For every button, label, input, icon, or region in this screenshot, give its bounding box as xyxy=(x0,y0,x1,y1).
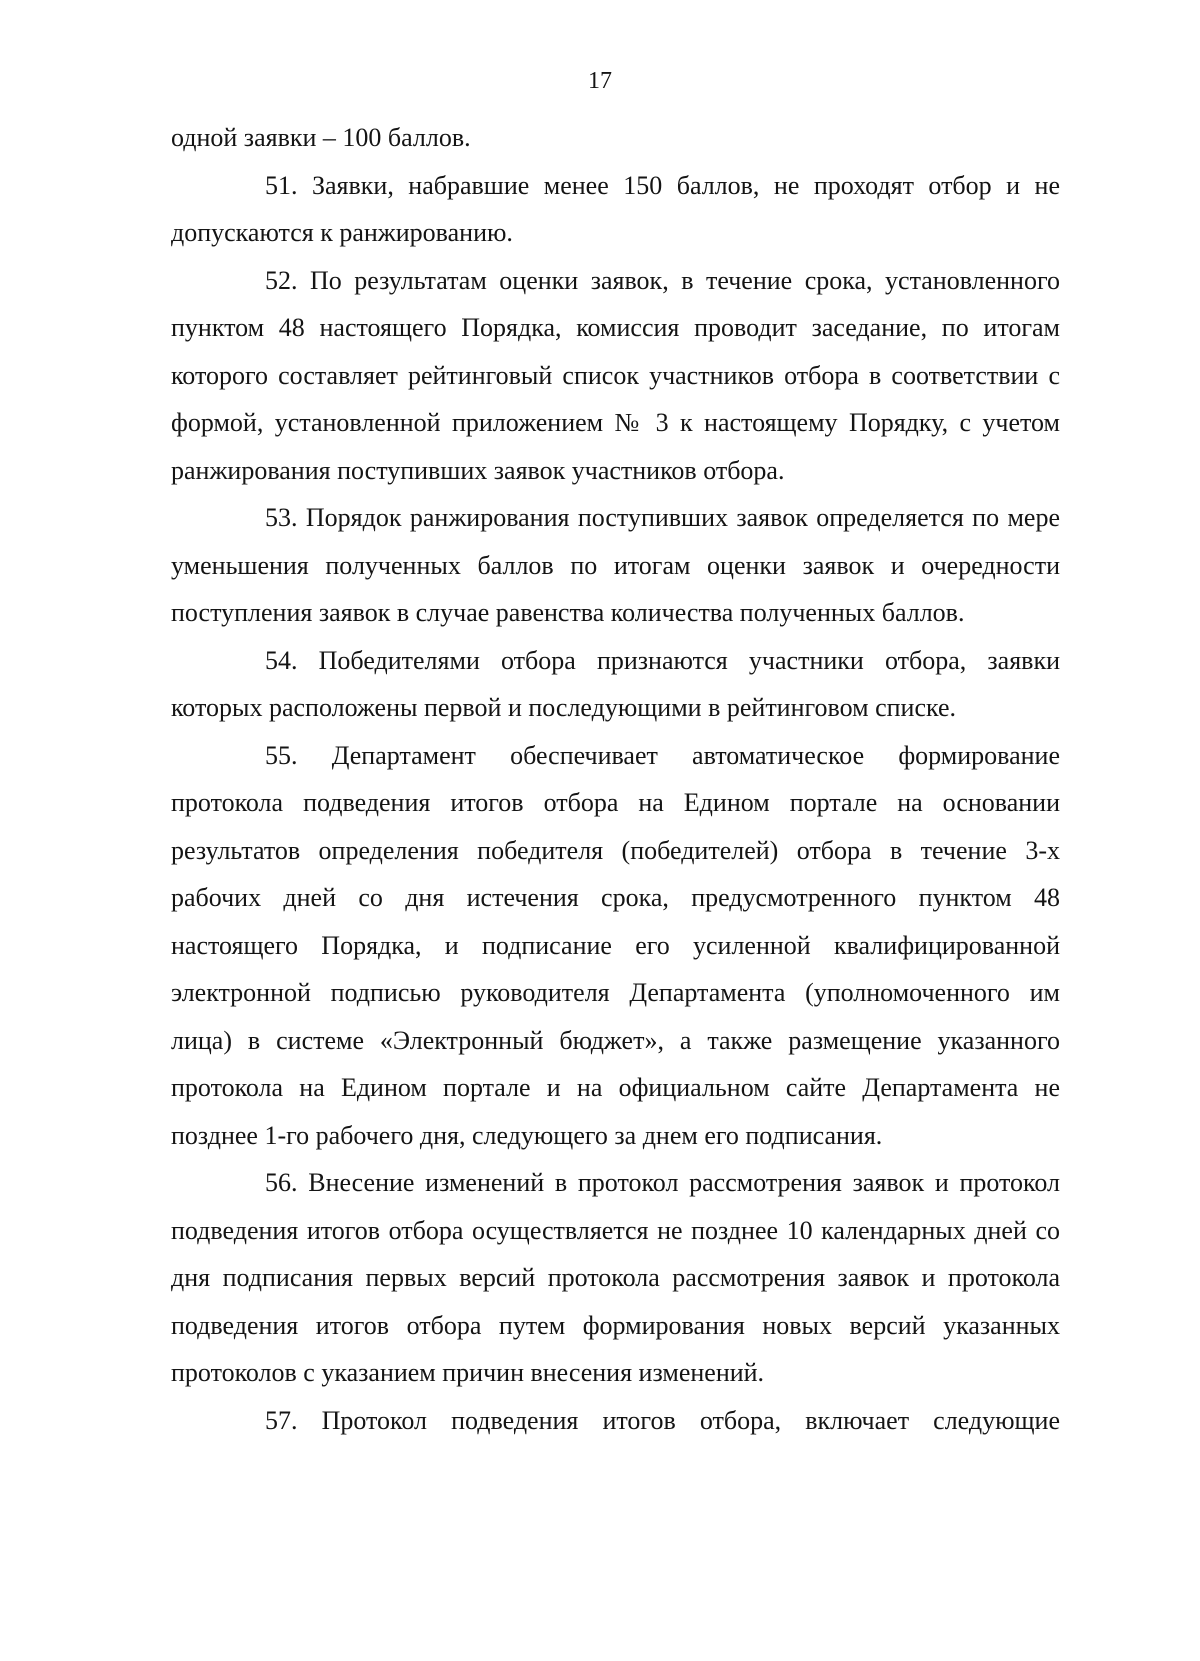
paragraph-56: 56. Внесение изменений в протокол рассмотрения заявок и протокол подведения итогов отбора осуществляется не позднее 10 календарных дней со дня подписания первых версий протокола рассмотрения заявок и протокола подведения итогов отбора путем формирования новых версий указанных протоколов с указанием причин внесения изменений. xyxy=(171,1168,1060,1387)
paragraph-51: 51. Заявки, набравшие менее 150 баллов, не проходят отбор и не допускаются к ранжированию. xyxy=(171,170,1060,247)
page-number: 17 xyxy=(588,68,612,94)
paragraph-55: 55. Департамент обеспечивает автоматическое формирование протокола подведения итогов отбора на Едином портале на основании результатов определения победителя (победителей) отбора в течение 3-х рабочих дней со дня истечения срока, предусмотренного пунктом 48 настоящего Порядка, и подписание его усиленной квалифицированной электронной подписью руководителя Департамента (уполномоченного им лица) в системе «Электронный бюджет», а также размещение указанного протокола на Едином портале и на официальном сайте Департамента не позднее 1-го рабочего дня, следующего за днем его подписания. xyxy=(171,740,1060,1150)
paragraph-52: 52. По результатам оценки заявок, в течение срока, установленного пунктом 48 настоящего Порядка, комиссия проводит заседание, по итогам которого составляет рейтинговый список участников отбора в соответствии с формой, установленной приложением № 3 к настоящему Порядку, с учетом ранжирования поступивших заявок участников отбора. xyxy=(171,265,1060,485)
paragraph-50-continuation: одной заявки – 100 баллов. xyxy=(171,123,471,152)
paragraph-53: 53. Порядок ранжирования поступивших заявок определяется по мере уменьшения полученных баллов по итогам оценки заявок и очередности поступления заявок в случае равенства количества полученных баллов. xyxy=(171,503,1060,627)
paragraph-54: 54. Победителями отбора признаются участники отбора, заявки которых расположены первой и последующими в рейтинговом списке. xyxy=(171,645,1060,722)
document-body xyxy=(171,114,1060,1444)
paragraph-57: 57. Протокол подведения итогов отбора, включает следующие xyxy=(265,1405,1060,1435)
